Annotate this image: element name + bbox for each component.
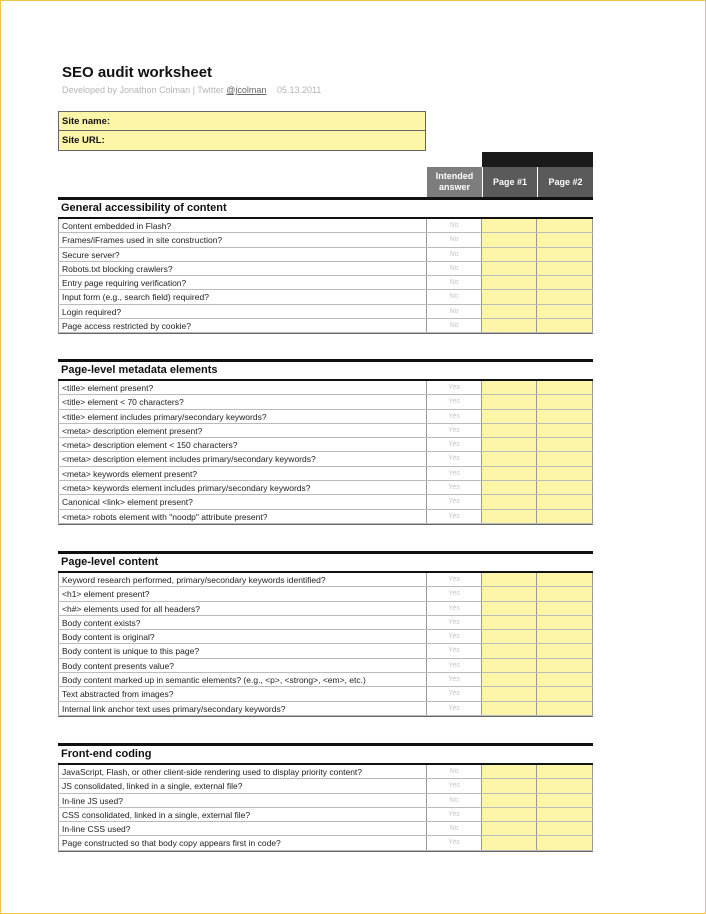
intended-answer-cell: No — [427, 319, 482, 332]
page1-answer-cell[interactable] — [482, 467, 537, 480]
page2-answer-cell[interactable] — [537, 290, 593, 303]
section-0 — [58, 197, 593, 334]
table-row — [58, 467, 593, 481]
table-row — [58, 794, 593, 808]
question-cell: Body content marked up in semantic elements? (e.g., <p>, <strong>, <em>, etc.) — [58, 673, 427, 686]
page2-answer-cell[interactable] — [537, 510, 593, 523]
page1-answer-cell[interactable] — [482, 630, 537, 643]
question-cell: Body content is original? — [58, 630, 427, 643]
intended-answer-cell: No — [427, 233, 482, 246]
page1-answer-cell[interactable] — [482, 573, 537, 586]
page2-answer-cell[interactable] — [537, 495, 593, 508]
table-row — [58, 510, 593, 524]
question-cell: In-line CSS used? — [58, 822, 427, 835]
intended-answer-cell: Yes — [427, 510, 482, 523]
page1-answer-cell[interactable] — [482, 381, 537, 394]
table-row — [58, 573, 593, 587]
intended-answer-cell: Yes — [427, 644, 482, 657]
page1-answer-cell[interactable] — [482, 822, 537, 835]
table-row — [58, 438, 593, 452]
table-row — [58, 687, 593, 701]
page1-answer-cell[interactable] — [482, 262, 537, 275]
intended-answer-cell: Yes — [427, 808, 482, 821]
intended-answer-cell: Yes — [427, 602, 482, 615]
table-row — [58, 481, 593, 495]
page2-answer-cell[interactable] — [537, 248, 593, 261]
table-row — [58, 262, 593, 276]
question-cell: Canonical <link> element present? — [58, 495, 427, 508]
page1-answer-cell[interactable] — [482, 305, 537, 318]
page1-answer-cell[interactable] — [482, 702, 537, 715]
page1-answer-cell[interactable] — [482, 644, 537, 657]
question-cell: JavaScript, Flash, or other client-side rendering used to display priority content? — [58, 765, 427, 778]
question-cell: <meta> keywords element present? — [58, 467, 427, 480]
page1-answer-cell[interactable] — [482, 673, 537, 686]
table-row — [58, 219, 593, 233]
intended-answer-cell: Yes — [427, 424, 482, 437]
twitter-handle-link[interactable]: @jcolman — [226, 85, 267, 95]
intended-answer-cell: Yes — [427, 481, 482, 494]
intended-answer-cell: Yes — [427, 573, 482, 586]
section-title: Front-end coding — [58, 743, 593, 765]
page2-answer-cell[interactable] — [537, 452, 593, 465]
page2-answer-cell[interactable] — [537, 438, 593, 451]
intended-answer-cell: Yes — [427, 495, 482, 508]
page1-answer-cell[interactable] — [482, 395, 537, 408]
page2-answer-cell[interactable] — [537, 687, 593, 700]
page1-answer-cell[interactable] — [482, 602, 537, 615]
question-cell: Body content is unique to this page? — [58, 644, 427, 657]
table-row — [58, 381, 593, 395]
question-cell: CSS consolidated, linked in a single, external file? — [58, 808, 427, 821]
question-cell: Body content exists? — [58, 616, 427, 629]
intended-answer-cell: No — [427, 305, 482, 318]
author-credit — [62, 85, 321, 95]
site-name-field[interactable]: Site name: — [59, 112, 425, 131]
page1-answer-cell[interactable] — [482, 319, 537, 332]
page1-answer-cell[interactable] — [482, 219, 537, 232]
question-cell: Entry page requiring verification? — [58, 276, 427, 289]
page2-answer-cell[interactable] — [537, 630, 593, 643]
page2-answer-cell[interactable] — [537, 659, 593, 672]
page1-answer-cell[interactable] — [482, 276, 537, 289]
question-cell: <meta> description element present? — [58, 424, 427, 437]
page1-answer-cell[interactable] — [482, 495, 537, 508]
table-row — [58, 765, 593, 779]
site-info-box — [58, 111, 426, 151]
page2-answer-cell[interactable] — [537, 779, 593, 792]
page1-answer-cell[interactable] — [482, 779, 537, 792]
page1-answer-cell[interactable] — [482, 687, 537, 700]
intended-answer-cell: Yes — [427, 616, 482, 629]
intended-answer-cell: No — [427, 765, 482, 778]
page1-answer-cell[interactable] — [482, 587, 537, 600]
page2-answer-cell[interactable] — [537, 794, 593, 807]
question-cell: JS consolidated, linked in a single, external file? — [58, 779, 427, 792]
page1-header: Page #1 — [482, 167, 537, 197]
page2-answer-cell[interactable] — [537, 481, 593, 494]
table-row — [58, 424, 593, 438]
intended-answer-cell: No — [427, 290, 482, 303]
page2-answer-cell[interactable] — [537, 395, 593, 408]
intended-answer-cell: Yes — [427, 702, 482, 715]
table-row — [58, 305, 593, 319]
table-row — [58, 822, 593, 836]
table-row — [58, 673, 593, 687]
table-row — [58, 808, 593, 822]
page1-answer-cell[interactable] — [482, 438, 537, 451]
table-row — [58, 836, 593, 850]
page1-answer-cell[interactable] — [482, 510, 537, 523]
question-cell: Body content presents value? — [58, 659, 427, 672]
question-cell: Page constructed so that body copy appears first in code? — [58, 836, 427, 849]
question-cell: Text abstracted from images? — [58, 687, 427, 700]
intended-answer-cell: Yes — [427, 452, 482, 465]
page2-answer-cell[interactable] — [537, 836, 593, 849]
table-row — [58, 495, 593, 509]
page2-answer-cell[interactable] — [537, 381, 593, 394]
page2-answer-cell[interactable] — [537, 262, 593, 275]
section-title: General accessibility of content — [58, 197, 593, 219]
intended-answer-cell: No — [427, 822, 482, 835]
table-row — [58, 587, 593, 601]
question-cell: Internal link anchor text uses primary/secondary keywords? — [58, 702, 427, 715]
page2-answer-cell[interactable] — [537, 644, 593, 657]
intended-answer-cell: Yes — [427, 673, 482, 686]
section-2 — [58, 551, 593, 717]
page1-answer-cell[interactable] — [482, 424, 537, 437]
page2-answer-cell[interactable] — [537, 573, 593, 586]
section-rows — [58, 219, 593, 334]
table-row — [58, 395, 593, 409]
table-row — [58, 644, 593, 658]
question-cell: In-line JS used? — [58, 794, 427, 807]
intended-answer-cell: Yes — [427, 630, 482, 643]
site-url-field[interactable]: Site URL: — [62, 135, 105, 146]
page2-header: Page #2 — [537, 167, 593, 197]
intended-answer-cell: No — [427, 262, 482, 275]
table-row — [58, 233, 593, 247]
question-cell: <title> element < 70 characters? — [58, 395, 427, 408]
question-cell: Robots.txt blocking crawlers? — [58, 262, 427, 275]
intended-answer-cell: No — [427, 219, 482, 232]
section-title: Page-level metadata elements — [58, 359, 593, 381]
section-1 — [58, 359, 593, 525]
date-text: 05.13.2011 — [276, 85, 322, 95]
intended-answer-cell: Yes — [427, 438, 482, 451]
question-cell: Keyword research performed, primary/secondary keywords identified? — [58, 573, 427, 586]
question-cell: Content embedded in Flash? — [58, 219, 427, 232]
page2-answer-cell[interactable] — [537, 602, 593, 615]
author-credit-text: Developed by Jonathon Colman | Twitter — [62, 85, 227, 95]
table-row — [58, 779, 593, 793]
intended-answer-cell: Yes — [427, 587, 482, 600]
page-title: SEO audit worksheet — [62, 64, 213, 81]
table-row — [58, 290, 593, 304]
column-header-bar — [482, 152, 593, 167]
question-cell: <h1> element present? — [58, 587, 427, 600]
question-cell: <title> element includes primary/secondary keywords? — [58, 410, 427, 423]
page2-answer-cell[interactable] — [537, 587, 593, 600]
page1-answer-cell[interactable] — [482, 765, 537, 778]
intended-answer-cell: No — [427, 276, 482, 289]
page2-answer-cell[interactable] — [537, 616, 593, 629]
section-rows — [58, 765, 593, 852]
page2-answer-cell[interactable] — [537, 410, 593, 423]
intended-answer-cell: Yes — [427, 836, 482, 849]
intended-answer-cell: No — [427, 794, 482, 807]
page1-answer-cell[interactable] — [482, 659, 537, 672]
question-cell: Page access restricted by cookie? — [58, 319, 427, 332]
question-cell: <meta> keywords element includes primary/secondary keywords? — [58, 481, 427, 494]
page1-answer-cell[interactable] — [482, 794, 537, 807]
page2-answer-cell[interactable] — [537, 219, 593, 232]
table-row — [58, 276, 593, 290]
page2-answer-cell[interactable] — [537, 305, 593, 318]
table-row — [58, 319, 593, 333]
page2-answer-cell[interactable] — [537, 765, 593, 778]
page2-answer-cell[interactable] — [537, 822, 593, 835]
table-row — [58, 630, 593, 644]
page2-answer-cell[interactable] — [537, 276, 593, 289]
page1-answer-cell[interactable] — [482, 248, 537, 261]
table-row — [58, 410, 593, 424]
page2-answer-cell[interactable] — [537, 702, 593, 715]
intended-answer-cell: Yes — [427, 659, 482, 672]
page1-answer-cell[interactable] — [482, 808, 537, 821]
page2-answer-cell[interactable] — [537, 233, 593, 246]
intended-answer-cell: No — [427, 248, 482, 261]
section-title: Page-level content — [58, 551, 593, 573]
question-cell: <meta> description element includes primary/secondary keywords? — [58, 452, 427, 465]
page2-answer-cell[interactable] — [537, 808, 593, 821]
question-cell: Secure server? — [58, 248, 427, 261]
table-row — [58, 616, 593, 630]
page1-answer-cell[interactable] — [482, 481, 537, 494]
page2-answer-cell[interactable] — [537, 319, 593, 332]
intended-answer-cell: Yes — [427, 687, 482, 700]
question-cell: Input form (e.g., search field) required? — [58, 290, 427, 303]
section-rows — [58, 573, 593, 717]
page1-answer-cell[interactable] — [482, 836, 537, 849]
intended-answer-cell: Yes — [427, 381, 482, 394]
question-cell: Frames/iFrames used in site construction? — [58, 233, 427, 246]
page1-answer-cell[interactable] — [482, 616, 537, 629]
intended-answer-cell: Yes — [427, 395, 482, 408]
intended-answer-cell: Yes — [427, 467, 482, 480]
question-cell: <h#> elements used for all headers? — [58, 602, 427, 615]
section-3 — [58, 743, 593, 852]
question-cell: <meta> robots element with "noodp" attribute present? — [58, 510, 427, 523]
page2-answer-cell[interactable] — [537, 424, 593, 437]
intended-answer-header: Intended answer — [427, 167, 482, 197]
page2-answer-cell[interactable] — [537, 673, 593, 686]
table-row — [58, 452, 593, 466]
table-row — [58, 602, 593, 616]
page1-answer-cell[interactable] — [482, 290, 537, 303]
page1-answer-cell[interactable] — [482, 410, 537, 423]
section-rows — [58, 381, 593, 525]
question-cell: <meta> description element < 150 characters? — [58, 438, 427, 451]
question-cell: Login required? — [58, 305, 427, 318]
intended-answer-cell: Yes — [427, 779, 482, 792]
table-row — [58, 248, 593, 262]
page1-answer-cell[interactable] — [482, 233, 537, 246]
question-cell: <title> element present? — [58, 381, 427, 394]
intended-answer-cell: Yes — [427, 410, 482, 423]
table-row — [58, 659, 593, 673]
page1-answer-cell[interactable] — [482, 452, 537, 465]
table-row — [58, 702, 593, 716]
page2-answer-cell[interactable] — [537, 467, 593, 480]
